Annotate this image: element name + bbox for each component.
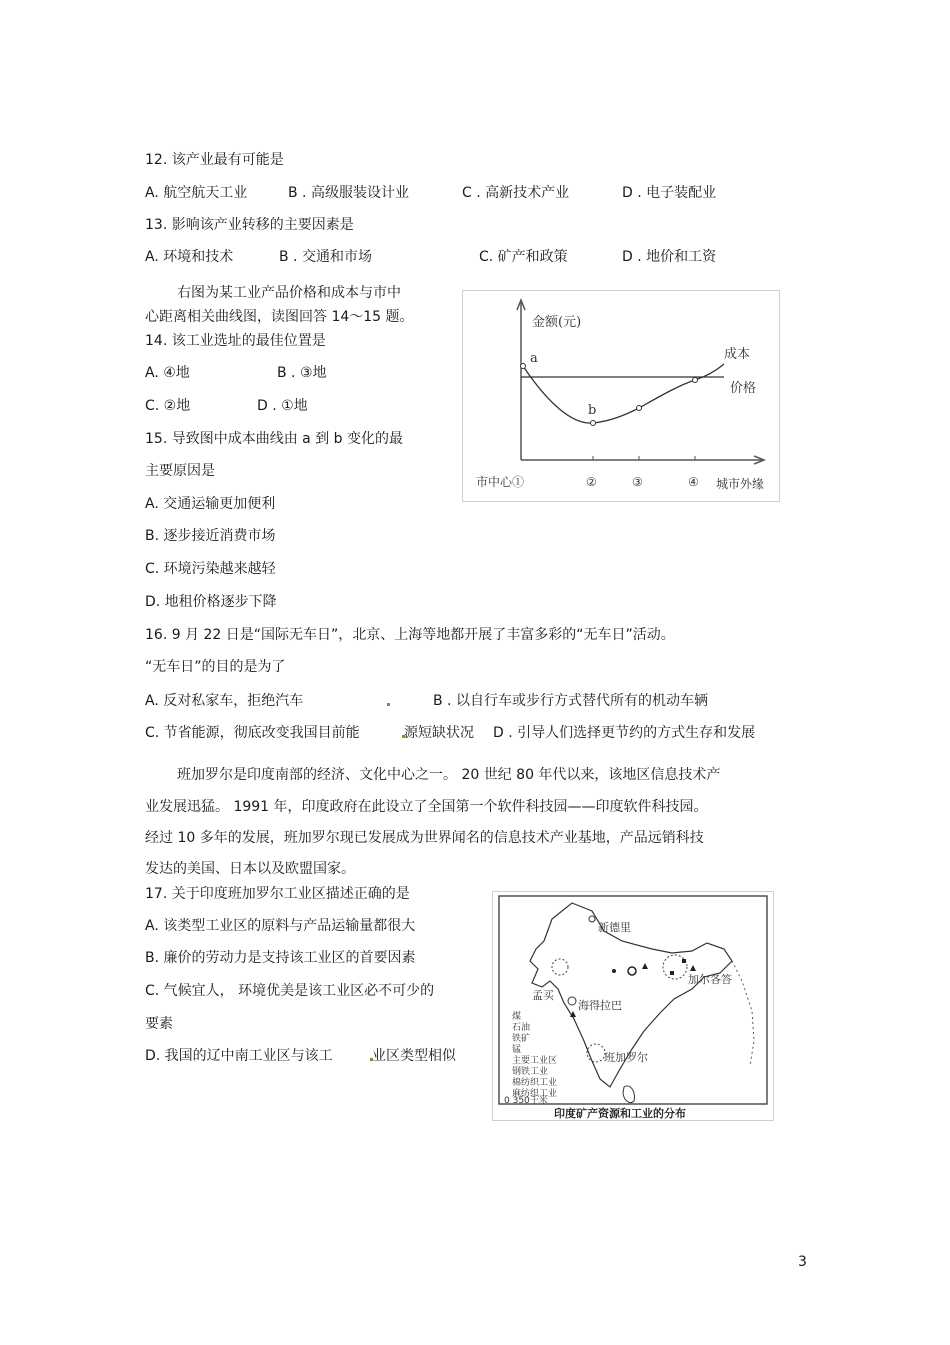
q13-option-b: B . 交通和市场 bbox=[279, 249, 372, 265]
cost-price-chart bbox=[462, 290, 780, 502]
coal-marker bbox=[670, 971, 674, 975]
map-title: 印度矿产资源和工业的分布 bbox=[554, 1107, 686, 1120]
q12-option-a: A. 航空航天工业 bbox=[145, 185, 248, 201]
label-mumbai: 孟买 bbox=[532, 989, 554, 1002]
q16-stem-line-1: 16. 9 月 22 日是“国际无车日”，北京、上海等地都开展了丰富多彩的“无车日”活动。 bbox=[145, 627, 675, 643]
point-a-marker bbox=[521, 364, 526, 369]
q17-option-b: B. 廉价的劳动力是支持该工业区的首要因素 bbox=[145, 950, 416, 966]
x-label-3: ③ bbox=[632, 475, 643, 489]
q16-option-a: A. 反对私家车，拒绝汽车 bbox=[145, 693, 304, 709]
intro-line-1: 右图为某工业产品价格和成本与市中 bbox=[177, 285, 401, 301]
q17-stem: 17. 关于印度班加罗尔工业区描述正确的是 bbox=[145, 886, 410, 902]
q16-option-c-part-1: C. 节省能源，彻底改变我国目前能 bbox=[145, 725, 360, 741]
q12-option-c: C . 高新技术产业 bbox=[462, 185, 570, 201]
q15-option-b: B. 逐步接近消费市场 bbox=[145, 528, 276, 544]
india-map-figure bbox=[492, 891, 774, 1121]
q17-option-c-line-2: 要素 bbox=[145, 1016, 173, 1032]
legend-item-manganese: 锰 bbox=[512, 1045, 522, 1055]
q13-option-d: D . 地价和工资 bbox=[622, 249, 717, 265]
intro-line-2: 心距离相关曲线图，读图回答 14～15 题。 bbox=[145, 309, 414, 325]
x-label-city-center: 市中心① bbox=[476, 475, 525, 489]
point-a-label: a bbox=[530, 351, 538, 366]
passage-line-1: 班加罗尔是印度南部的经济、文化中心之一。 20 世纪 80 年代以来，该地区信息技术产 bbox=[177, 767, 721, 783]
x-label-2: ② bbox=[586, 475, 597, 489]
q15-option-d: D. 地租价格逐步下降 bbox=[145, 594, 277, 610]
q15-option-c: C. 环境污染越来越轻 bbox=[145, 561, 276, 577]
point-4-marker bbox=[693, 378, 698, 383]
label-hyderabad: 海得拉巴 bbox=[578, 999, 622, 1012]
price-label: 价格 bbox=[730, 381, 757, 396]
q15-option-a: A. 交通运输更加便利 bbox=[145, 496, 276, 512]
legend-item-industrial-area: 主要工业区 bbox=[512, 1056, 558, 1066]
q14-option-d: D . ①地 bbox=[257, 398, 308, 414]
legend-item-oil: 石油 bbox=[512, 1023, 531, 1033]
point-3-marker bbox=[637, 406, 642, 411]
oil-marker bbox=[612, 969, 616, 973]
q13-stem: 13. 影响该产业转移的主要因素是 bbox=[145, 217, 354, 233]
q17-option-d-part-1: D. 我国的辽中南工业区与该工 bbox=[145, 1048, 333, 1064]
q14-option-a: A. ④地 bbox=[145, 365, 190, 381]
map-scale: 0 350千米 bbox=[504, 1096, 548, 1106]
coal-marker bbox=[682, 959, 686, 963]
legend-item-cotton: 棉纺织工业 bbox=[512, 1078, 558, 1088]
q14-option-b: B . ③地 bbox=[277, 365, 327, 381]
legend-item-jute: 麻纺织工业 bbox=[512, 1089, 558, 1099]
passage-line-4: 发达的美国、日本以及欧盟国家。 bbox=[145, 861, 355, 877]
legend-item-coal: 煤 bbox=[512, 1012, 522, 1022]
q16-option-b: B . 以自行车或步行方式替代所有的机动车辆 bbox=[433, 693, 708, 709]
q17-option-d-part-2: 业区类型相似 bbox=[372, 1048, 456, 1064]
point-b-label: b bbox=[588, 403, 597, 418]
point-b-marker bbox=[591, 421, 596, 426]
q13-option-c: C. 矿产和政策 bbox=[479, 249, 568, 265]
passage-line-3: 经过 10 多年的发展，班加罗尔现已发展成为世界闻名的信息技术产业基地，产品远销科技 bbox=[145, 830, 704, 846]
x-label-4: ④ bbox=[688, 475, 699, 489]
q15-stem-line-1: 15. 导致图中成本曲线由 a 到 b 变化的最 bbox=[145, 431, 403, 447]
legend-item-steel: 钢铁工业 bbox=[512, 1067, 549, 1077]
passage-line-2: 业发展迅猛。 1991 年，印度政府在此设立了全国第一个软件科技园——印度软件科技园。 bbox=[145, 799, 708, 815]
q13-option-a: A. 环境和技术 bbox=[145, 249, 234, 265]
q12-stem: 12. 该产业最有可能是 bbox=[145, 152, 284, 168]
cost-label: 成本 bbox=[724, 347, 751, 362]
x-label-city-edge: 城市外缘 bbox=[716, 477, 765, 491]
q16-option-c-part-2: 源短缺状况 bbox=[404, 725, 474, 741]
q14-stem: 14. 该工业选址的最佳位置是 bbox=[145, 333, 326, 349]
y-axis-label: 金额(元) bbox=[532, 315, 582, 330]
scan-mark bbox=[387, 703, 390, 706]
q14-option-c: C. ②地 bbox=[145, 398, 191, 414]
q17-option-a: A. 该类型工业区的原料与产品运输量都很大 bbox=[145, 918, 416, 934]
q17-option-c-line-1: C. 气候宜人， 环境优美是该工业区必不可少的 bbox=[145, 983, 435, 999]
legend-item-iron: 铁矿 bbox=[512, 1034, 531, 1044]
page-number: 3 bbox=[798, 1254, 807, 1270]
q12-option-b: B . 高级服装设计业 bbox=[288, 185, 409, 201]
q15-stem-line-2: 主要原因是 bbox=[145, 463, 215, 479]
q16-stem-line-2: “无车日”的目的是为了 bbox=[145, 659, 286, 675]
label-bangalore: 班加罗尔 bbox=[604, 1051, 648, 1064]
label-new-delhi: 新德里 bbox=[598, 921, 631, 934]
label-kolkata: 加尔各答 bbox=[688, 973, 732, 986]
q12-option-d: D . 电子装配业 bbox=[622, 185, 717, 201]
q16-option-d: D . 引导人们选择更节约的方式生存和发展 bbox=[493, 725, 756, 741]
